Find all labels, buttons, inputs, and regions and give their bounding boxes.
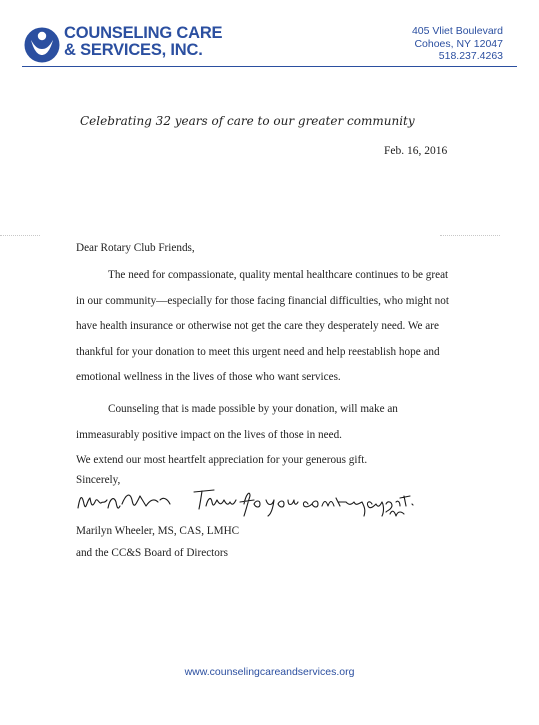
- org-name-line1: COUNSELING CARE: [64, 24, 223, 42]
- signer-name: Marilyn Wheeler, MS, CAS, LMHC: [76, 525, 240, 537]
- org-name: [64, 25, 222, 59]
- tagline: Celebrating 32 years of care to our greater community: [80, 114, 415, 128]
- footer-website-link[interactable]: www.counselingcareandservices.org: [184, 666, 355, 678]
- paragraph-1-line: have health insurance or otherwise not get the care they desperately need. We are: [76, 320, 439, 332]
- paragraph-1-line: The need for compassionate, quality mental healthcare continues to be great: [108, 269, 449, 281]
- org-name-line2: & SERVICES, INC.: [64, 41, 203, 59]
- closing: Sincerely,: [76, 474, 121, 486]
- board-line: and the CC&S Board of Directors: [76, 547, 228, 559]
- scan-artifact-left: [0, 235, 40, 237]
- paragraph-3-line: We extend our most heartfelt appreciation for your generous gift.: [76, 454, 368, 466]
- paragraph-1-line: emotional wellness in the lives of those who want services.: [76, 371, 341, 383]
- letterhead-divider: [22, 66, 517, 67]
- org-address: [412, 25, 503, 63]
- org-logo-icon: [22, 25, 62, 65]
- paragraph-2-line: immeasurably positive impact on the lives of those in need.: [76, 428, 342, 441]
- paragraph-1-line: in our community—especially for those facing financial difficulties, who might not: [76, 294, 449, 307]
- salutation: Dear Rotary Club Friends,: [76, 242, 195, 254]
- paragraph-3: [76, 448, 367, 474]
- paragraph-2: [76, 397, 398, 448]
- paragraph-2-line: Counseling that is made possible by your donation, will make an: [108, 403, 398, 415]
- paragraph-1-line: thankful for your donation to meet this urgent need and help reestablish hope and: [76, 345, 440, 358]
- handwritten-signature: [74, 482, 424, 520]
- letter-date: Feb. 16, 2016: [384, 145, 448, 157]
- scan-artifact-right: [440, 235, 500, 237]
- paragraph-1: [76, 263, 449, 391]
- address-street: 405 Vliet Boulevard: [411, 25, 503, 37]
- address-phone: 518.237.4263: [438, 50, 503, 62]
- address-city: Cohoes, NY 12047: [414, 37, 503, 50]
